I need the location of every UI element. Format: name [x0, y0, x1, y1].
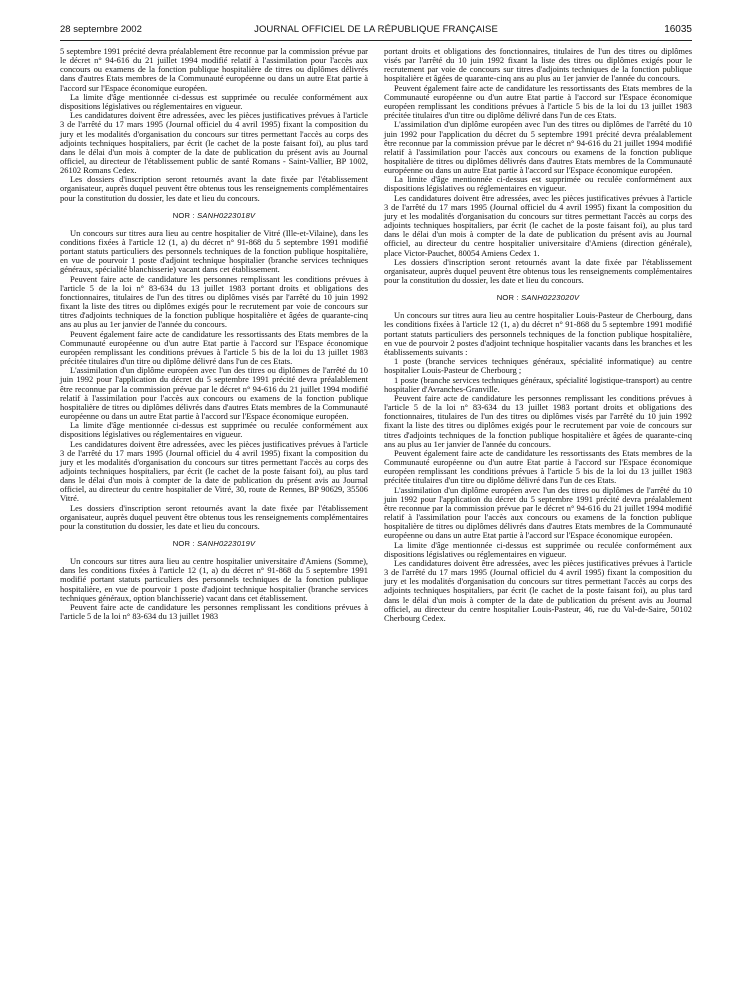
left-column — [60, 47, 368, 621]
paragraph: Peuvent également faire acte de candidature les ressortissants des Etats membres de la Communauté européenne ou d'un autre Etat partie à l'accord sur l'Espace économique européen remplissant les conditions prévues à l'article 5 bis de la loi du 13 juillet 1983 précitée titulaires d'un titre ou diplôme délivré dans l'un de ces Etats. — [384, 82, 692, 121]
paragraph: 5 septembre 1991 précité devra préalablement être reconnue par la commission prévue par le décret n° 94-616 du 21 juillet 1994 modifié relatif à l'assimilation pour l'accès aux concours ou examens de la fonction publique hospitalière de titres ou diplômes délivrés dans d'autres Etats membres de la Communauté européenne ou dans un autre Etat partie à l'accord sur l'Espace économique européen. — [60, 46, 368, 93]
nor-reference — [60, 211, 368, 220]
paragraph: Un concours sur titres aura lieu au centre hospitalier universitaire d'Amiens (Somme), dans les conditions fixées à l'article 12 (1, a) du décret n° 91-868 du 5 septembre 1991 modifié portant statuts particuliers des personnels techniques de la fonction publique hospitalière, en vue de pourvoir 1 poste d'adjoint technique hospitalier (branche services techniques généraux, option blanchisserie) vacant dans cet établissement. — [60, 556, 368, 603]
header-journal-title: JOURNAL OFFICIEL DE LA RÉPUBLIQUE FRANÇAISE — [254, 24, 498, 35]
paragraph: La limite d'âge mentionnée ci-dessus est supprimée ou reculée conformément aux dispositions législatives ou réglementaires en vigueur. — [384, 539, 692, 559]
paragraph: Les candidatures doivent être adressées, avec les pièces justificatives prévues à l'article 3 de l'arrêté du 17 mars 1995 (Journal officiel du 4 avril 1995) fixant la composition du jury et les modalités d'organisation du concours sur titres permettant l'accès au corps des adjoints techniques hospitaliers, par écrit (le cachet de la poste faisant foi), au plus tard dans le délai d'un mois à compter de la date de publication du présent avis au Journal officiel, au directeur du centre hospitalier universitaire d'Amiens (direction générale), place Victor-Pauchet, 80054 Amiens Cedex 1. — [384, 192, 692, 258]
page-header — [60, 24, 692, 40]
nor-code: SANH0223019V — [197, 539, 256, 549]
header-date: 28 septembre 2002 — [60, 24, 142, 35]
paragraph: La limite d'âge mentionnée ci-dessus est supprimée ou reculée conformément aux dispositions législatives ou réglementaires en vigueur. — [60, 91, 368, 111]
nor-label: NOR : — [172, 210, 198, 220]
nor-label: NOR : — [172, 539, 198, 549]
paragraph: 1 poste (branche services techniques généraux, spécialité informatique) au centre hospitalier Louis-Pasteur de Cherbourg ; — [384, 356, 692, 376]
paragraph: Les dossiers d'inscription seront retournés avant la date fixée par l'établissement organisateur, auprès duquel peuvent être obtenus tous les renseignements complémentaires pour la constitution du dossier, les date et lieu du concours. — [60, 174, 368, 203]
paragraph: La limite d'âge mentionnée ci-dessus est supprimée ou reculée conformément aux dispositions législatives ou réglementaires en vigueur. — [384, 174, 692, 194]
header-page-number: 16035 — [664, 24, 692, 35]
nor-label: NOR : — [496, 293, 522, 303]
paragraph: Les candidatures doivent être adressées, avec les pièces justificatives prévues à l'article 3 de l'arrêté du 17 mars 1995 (Journal officiel du 4 avril 1995) fixant la composition du jury et les modalités d'organisation du concours sur titres permettant l'accès au corps des adjoints techniques hospitaliers, par écrit (le cachet de la poste faisant foi), au plus tard dans le délai d'un mois à compter de la date de publication du présent avis au Journal officiel, au directeur de l'établissement public de santé Romans - Saint-Vallier, BP 1002, 26102 Romans Cedex. — [60, 110, 368, 175]
nor-reference — [384, 293, 692, 302]
header-rule — [60, 40, 692, 41]
paragraph: Les dossiers d'inscription seront retournés avant la date fixée par l'établissement organisateur, auprès duquel peuvent être obtenus tous les renseignements complémentaires pour la constitution du dossier, les date et lieu du concours. — [60, 502, 368, 531]
nor-code: SANH0223018V — [197, 210, 256, 220]
paragraph: Les candidatures doivent être adressées, avec les pièces justificatives prévues à l'article 3 de l'arrêté du 17 mars 1995 (Journal officiel du 4 avril 1995) fixant la composition du jury et les modalités d'organisation du concours sur titres permettant l'accès au corps des adjoints techniques hospitaliers, par écrit (le cachet de la poste faisant foi), au plus tard dans le délai d'un mois à compter de la date de publication du présent avis au Journal officiel, au directeur du centre hospitalier de Vitré, 30, route de Rennes, BP 90629, 35506 Vitré. — [60, 438, 368, 504]
paragraph: L'assimilation d'un diplôme européen avec l'un des titres ou diplômes de l'arrêté du 10 juin 1992 pour l'application du décret du 5 septembre 1991 précité devra préalablement être reconnue par la commission prévue par le décret n° 94-616 du 21 juillet 1994 modifié relatif à l'assimilation pour l'accès aux concours ou examens de la fonction publique hospitalière de titres ou diplômes délivrés dans d'autres Etats membres de la Communauté européenne ou dans un autre Etat partie à l'accord sur l'Espace économique européen. — [384, 119, 692, 175]
paragraph: Peuvent faire acte de candidature les personnes remplissant les conditions prévues à l'article 5 de la loi n° 83-634 du 13 juillet 1983 portant droits et obligations des fonctionnaires, titulaires de l'un des titres ou diplômes visés par l'arrêté du 10 juin 1992 fixant la liste des titres ou diplômes exigés pour le recrutement par voie de concours sur titres d'adjoints techniques de la fonction publique hospitalière et âgées de quarante-cinq ans au plus au 1er janvier de l'année du concours. — [384, 393, 692, 449]
paragraph: portant droits et obligations des fonctionnaires, titulaires de l'un des titres ou diplômes visés par l'arrêté du 10 juin 1992 fixant la liste des titres ou diplômes exigés pour le recrutement par voie de concours sur titres d'adjoints techniques de la fonction publique hospitalière et âgées de quarante-cinq ans au plus au 1er janvier de l'année du concours. — [384, 46, 692, 84]
nor-code: SANH0223020V — [521, 293, 580, 303]
paragraph: Un concours sur titres aura lieu au centre hospitalier de Vitré (Ille-et-Vilaine), dans les conditions fixées à l'article 12 (1, a) du décret n° 91-868 du 5 septembre 1991 modifié portant statuts particuliers des personnels techniques de la fonction publique hospitalière, en vue de pourvoir 1 poste d'adjoint technique hospitalier (branche services techniques généraux, spécialité blanchisserie) vacant dans cet établissement. — [60, 227, 368, 275]
paragraph: 1 poste (branche services techniques généraux, spécialité logistique-transport) au centre hospitalier d'Avranches-Granville. — [384, 374, 692, 394]
paragraph: Les dossiers d'inscription seront retournés avant la date fixée par l'établissement organisateur, auprès duquel peuvent être obtenus tous les renseignements complémentaires pour la constitution du dossier, les date et lieu du concours. — [384, 256, 692, 286]
paragraph: Peuvent également faire acte de candidature les ressortissants des Etats membres de la Communauté européenne ou d'un autre Etat partie à l'accord sur l'Espace économique européen remplissant les conditions prévues à l'article 5 bis de la loi du 13 juillet 1983 précitée titulaires d'un titre ou diplôme délivré dans l'un de ces Etats. — [60, 328, 368, 366]
right-column — [384, 47, 692, 623]
paragraph: Peuvent faire acte de candidature les personnes remplissant les conditions prévues à l'article 5 de la loi n° 83-634 du 13 juillet 1983 — [60, 602, 368, 622]
paragraph: Les candidatures doivent être adressées, avec les pièces justificatives prévues à l'article 3 de l'arrêté du 17 mars 1995 (Journal officiel du 4 avril 1995) fixant la composition du jury et les modalités d'organisation du concours sur titres permettant l'accès au corps des adjoints techniques hospitaliers, par écrit (le cachet de la poste faisant foi), au plus tard dans le délai d'un mois à compter de la date de publication du présent avis au Journal officiel, au directeur du centre hospitalier Louis-Pasteur, 46, rue du Val-de-Saire, 50102 Cherbourg Cedex. — [384, 558, 692, 623]
paragraph: L'assimilation d'un diplôme européen avec l'un des titres ou diplômes de l'arrêté du 10 juin 1992 pour l'application du décret du 5 septembre 1991 précité devra préalablement être reconnue par la commission prévue par le décret n° 94-616 du 21 juillet 1994 modifié relatif à l'assimilation pour l'accès aux concours ou examens de la fonction publique hospitalière de titres ou diplômes délivrés dans d'autres Etats membres de la Communauté européenne ou dans un autre Etat partie à l'accord sur l'Espace économique européen. — [384, 484, 692, 541]
paragraph: Peuvent faire acte de candidature les personnes remplissant les conditions prévues à l'article 5 de la loi n° 83-634 du 13 juillet 1983 portant droits et obligations des fonctionnaires, titulaires de l'un des titres ou diplômes visés par l'arrêté du 10 juin 1992 fixant la liste des titres ou diplômes exigés pour le recrutement par voie de concours sur titres d'adjoints techniques de la fonction publique hospitalière et âgées de quarante-cinq ans au plus au 1er janvier de l'année du concours. — [60, 273, 368, 330]
paragraph: Peuvent également faire acte de candidature les ressortissants des Etats membres de la Communauté européenne ou d'un autre Etat partie à l'accord sur l'Espace économique européen remplissant les conditions prévues à l'article 5 bis de la loi du 13 juillet 1983 précitée titulaires d'un titre ou diplôme délivré dans l'un de ces Etats. — [384, 447, 692, 486]
paragraph: L'assimilation d'un diplôme européen avec l'un des titres ou diplômes de l'arrêté du 10 juin 1992 pour l'application du décret du 5 septembre 1991 précité devra préalablement être reconnue par la commission prévue par le décret n° 94-616 du 21 juillet 1994 modifié relatif à l'assimilation pour l'accès aux concours ou examens de la fonction publique hospitalière de titres ou diplômes délivrés dans d'autres Etats membres de la Communauté européenne ou dans un autre Etat partie à l'accord sur l'Espace économique européen. — [60, 365, 368, 421]
nor-reference — [60, 539, 368, 548]
paragraph: Un concours sur titres aura lieu au centre hospitalier Louis-Pasteur de Cherbourg, dans les conditions fixées à l'article 12 (1, a) du décret n° 91-868 du 5 septembre 1991 modifié portant statuts particuliers des personnels techniques de la fonction publique hospitalière, en vue de pourvoir 2 postes d'adjoint technique hospitalier vacants dans les branches et les établissements suivants : — [384, 310, 692, 357]
paragraph: La limite d'âge mentionnée ci-dessus est supprimée ou reculée conformément aux dispositions législatives ou réglementaires en vigueur. — [60, 420, 368, 440]
